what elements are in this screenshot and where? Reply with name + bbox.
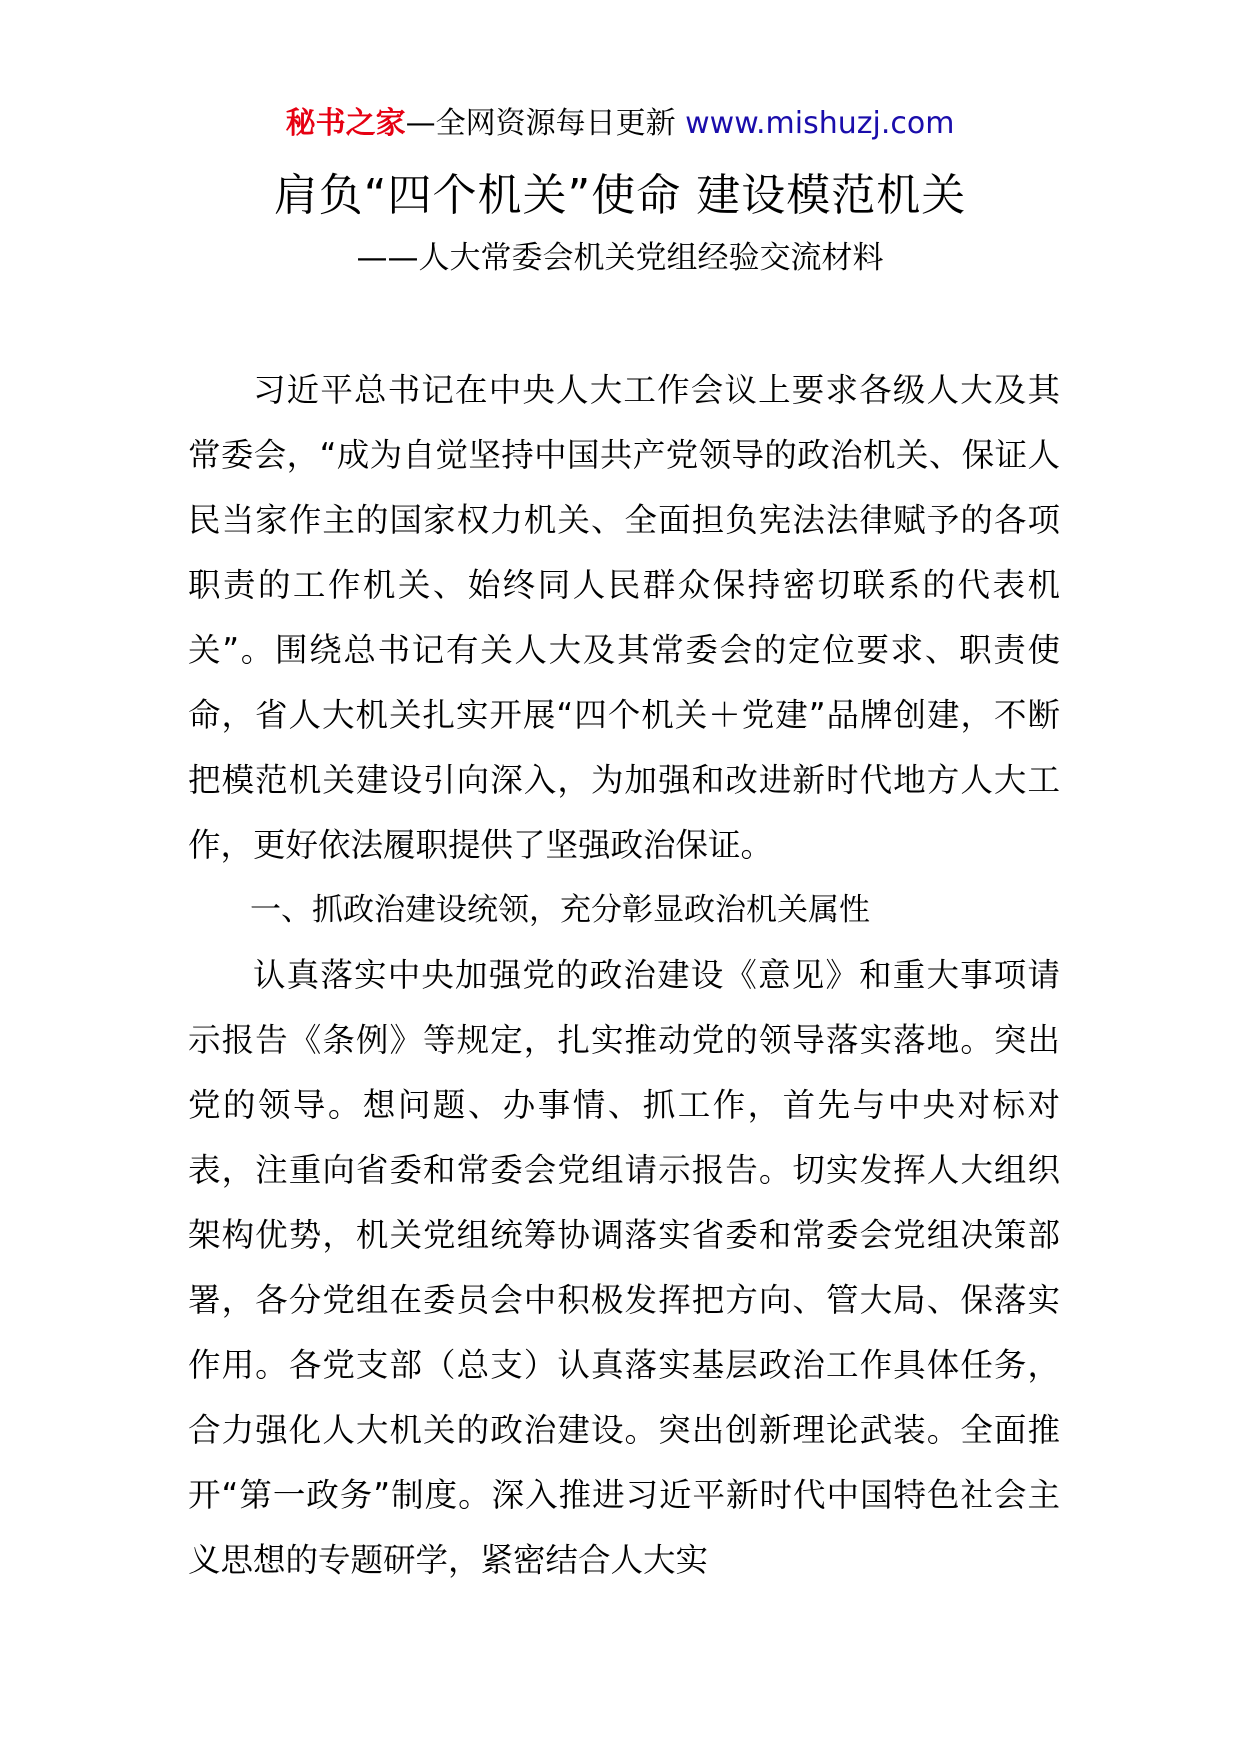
document-title: 肩负“四个机关”使命 建设模范机关 xyxy=(273,170,967,221)
paragraph-intro: 习近平总书记在中央人大工作会议上要求各级人大及其常委会，“成为自觉坚持中国共产党领导的政治机关、保证人民当家作主的国家权力机关、全面担负宪法法律赋予的各项职责的工作机关、始终同人民群众保持密切联系的代表机关”。围绕总书记有关人大及其常委会的定位要求、职责使命，省人大机关扎实开展“四个机关＋党建”品牌创建，不断把模范机关建设引向深入，为加强和改进新时代地方人大工作，更好依法履职提供了坚强政治保证。 xyxy=(188,371,1060,864)
document-subtitle: ——人大常委会机关党组经验交流材料 xyxy=(356,240,884,276)
brand-name: 秘书之家 xyxy=(285,106,406,141)
site-header xyxy=(0,100,1240,148)
section-heading-1: 一、抓政治建设统领，充分彰显政治机关属性 xyxy=(250,892,870,928)
site-tagline: —全网资源每日更新 xyxy=(405,106,676,141)
paragraph-section-1: 认真落实中央加强党的政治建设《意见》和重大事项请示报告《条例》等规定，扎实推动党的领导落实落地。突出党的领导。想问题、办事情、抓工作，首先与中央对标对表，注重向省委和常委会党组请示报告。切实发挥人大组织架构优势，机关党组统筹协调落实省委和常委会党组决策部署，各分党组在委员会中积极发挥把方向、管大局、保落实作用。各党支部（总支）认真落实基层政治工作具体任务，合力强化人大机关的政治建设。突出创新理论武装。全面推开“第一政务”制度。深入推进习近平新时代中国特色社会主义思想的专题研学，紧密结合人大实 xyxy=(188,956,1060,1579)
document-body xyxy=(188,358,1060,1593)
site-url-link[interactable]: www.mishuzj.com xyxy=(685,106,955,141)
